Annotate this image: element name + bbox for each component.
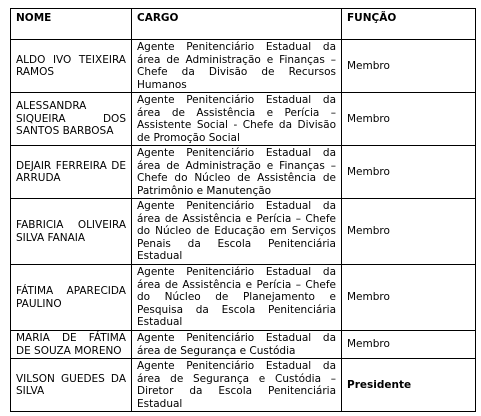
row-cargo: Agente Penitenciário Estadual da área de Administração e Finanças – Chefe da Divisão de Recursos Humanos bbox=[132, 40, 342, 93]
table-row bbox=[11, 199, 476, 265]
row-nome: DEJAIR FERREIRA DE ARRUDA bbox=[11, 146, 132, 199]
row-cargo: Agente Penitenciário Estadual da área de Assistência e Perícia – Chefe do Núcleo de Planejamento e Pesquisa da Escola Penitenciária Estadual bbox=[132, 265, 342, 331]
row-cargo: Agente Penitenciário Estadual da área de Segurança e Custódia – Diretor da Escola Penitenciária Estadual bbox=[132, 359, 342, 412]
row-cargo: Agente Penitenciário Estadual da área de Assistência e Perícia – Assistente Social - Chefe da Divisão de Promoção Social bbox=[132, 93, 342, 146]
header-cargo: CARGO bbox=[132, 9, 342, 40]
row-funcao: Membro bbox=[342, 199, 476, 265]
header-funcao: FUNÇÃO bbox=[342, 9, 476, 40]
row-nome: MARIA DE FÁTIMA DE SOUZA MORENO bbox=[11, 331, 132, 359]
row-nome: FÁTIMA APARECIDA PAULINO bbox=[11, 265, 132, 331]
table-row bbox=[11, 93, 476, 146]
table-row bbox=[11, 331, 476, 359]
members-table bbox=[10, 8, 476, 412]
table-row bbox=[11, 146, 476, 199]
row-cargo: Agente Penitenciário Estadual da área de Administração e Finanças – Chefe do Núcleo de Assistência de Patrimônio e Manutenção bbox=[132, 146, 342, 199]
row-nome: VILSON GUEDES DA SILVA bbox=[11, 359, 132, 412]
row-cargo: Agente Penitenciário Estadual da área de Segurança e Custódia bbox=[132, 331, 342, 359]
row-funcao: Presidente bbox=[342, 359, 476, 412]
table-row bbox=[11, 40, 476, 93]
row-nome: ALDO IVO TEIXEIRA RAMOS bbox=[11, 40, 132, 93]
row-nome: ALESSANDRA SIQUEIRA DOS SANTOS BARBOSA bbox=[11, 93, 132, 146]
table-row bbox=[11, 359, 476, 412]
row-funcao: Membro bbox=[342, 40, 476, 93]
row-funcao: Membro bbox=[342, 331, 476, 359]
row-funcao: Membro bbox=[342, 93, 476, 146]
table-header-row bbox=[11, 9, 476, 40]
table-row bbox=[11, 265, 476, 331]
header-nome: NOME bbox=[11, 9, 132, 40]
row-nome: FABRICIA OLIVEIRA SILVA FANAIA bbox=[11, 199, 132, 265]
row-funcao: Membro bbox=[342, 146, 476, 199]
row-funcao: Membro bbox=[342, 265, 476, 331]
row-cargo: Agente Penitenciário Estadual da área de Assistência e Perícia – Chefe do Núcleo de Educação em Serviços Penais da Escola Penitenciária Estadual bbox=[132, 199, 342, 265]
